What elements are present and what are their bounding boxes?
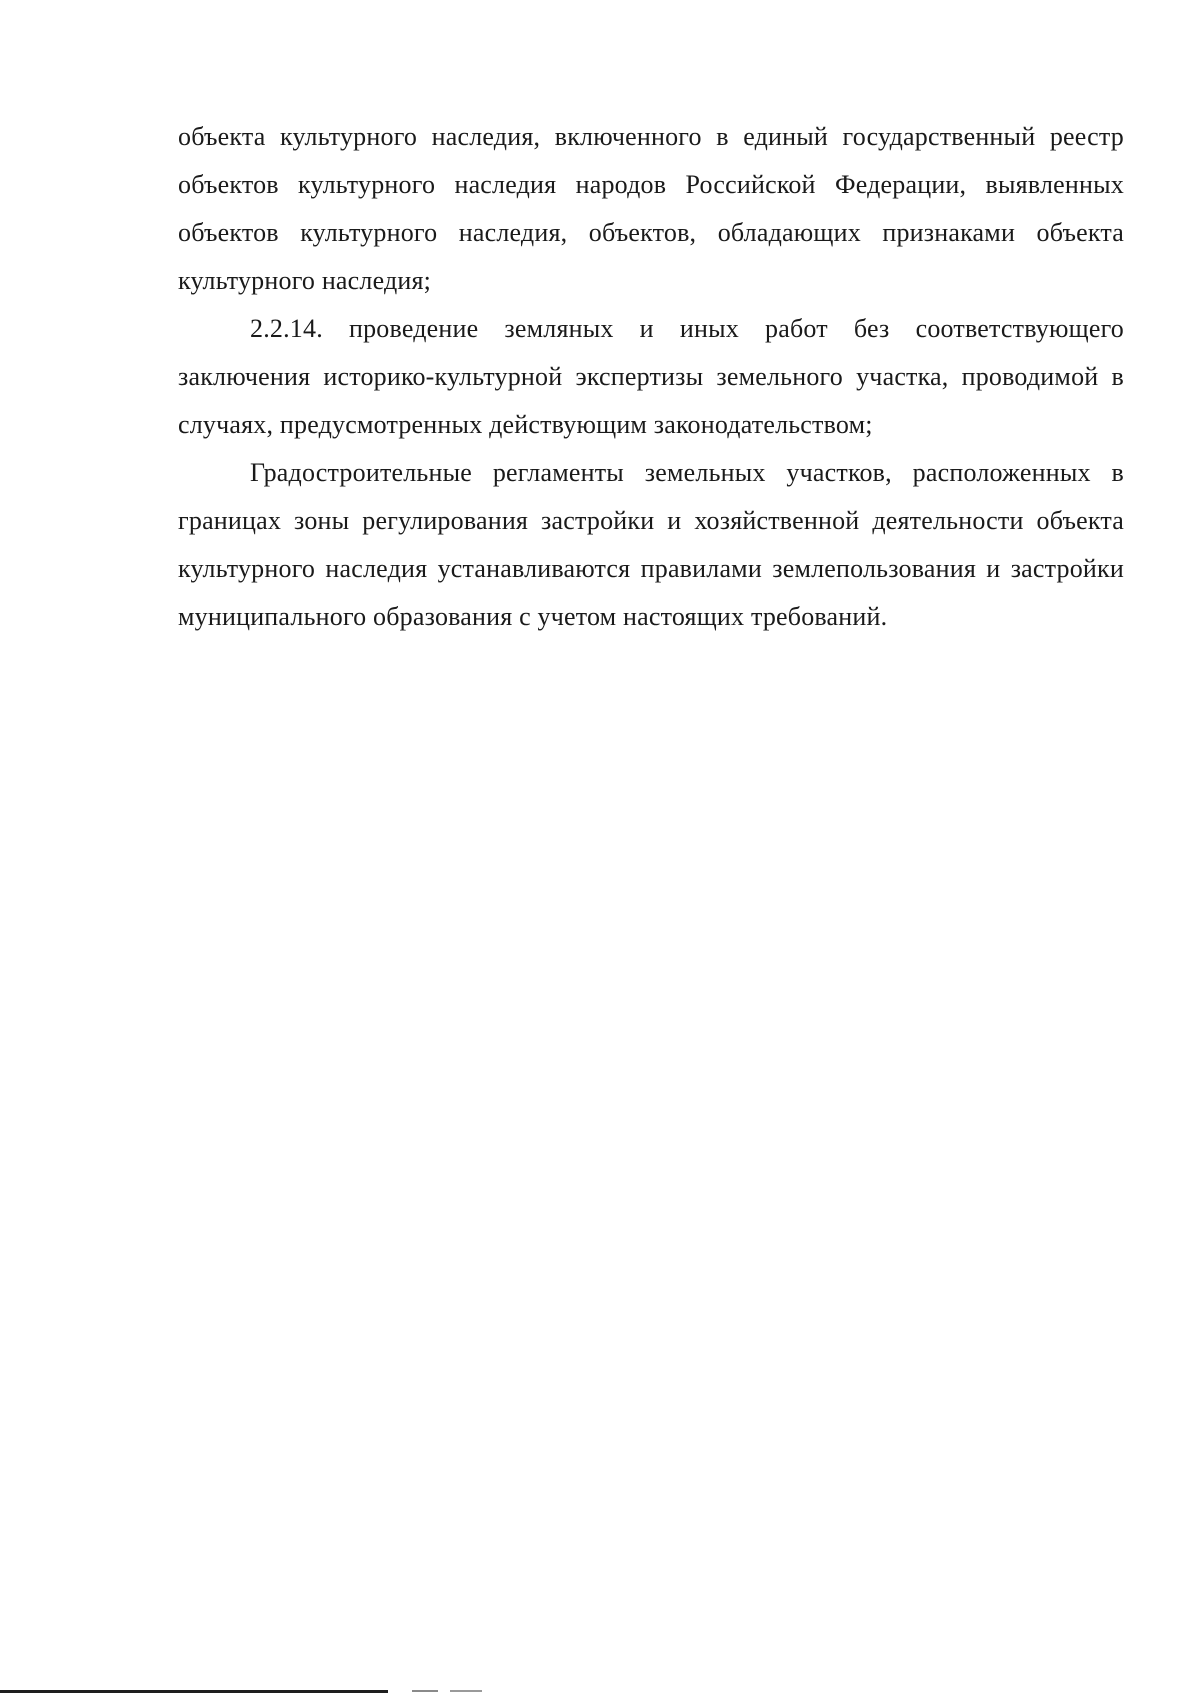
scan-edge-line — [0, 1690, 388, 1693]
paragraph-regulations: Градостроительные регламенты земельных участков, расположенных в границах зоны регулирования застройки и хозяйственной деятельности объекта культурного наследия устанавливаются правилами землепользования и застройки муниципального образования с учетом настоящих требований. — [178, 458, 1124, 631]
scan-edge-mark — [412, 1690, 438, 1692]
scan-edge-mark — [450, 1690, 482, 1692]
document-body — [178, 113, 1124, 641]
paragraph-item-2-2-14: 2.2.14. проведение земляных и иных работ без соответствующего заключения историко-культурной экспертизы земельного участка, проводимой в случаях, предусмотренных действующим законодательством; — [178, 314, 1124, 439]
paragraph-continuation: объекта культурного наследия, включенного в единый государственный реестр объектов культурного наследия народов Российской Федерации, выявленных объектов культурного наследия, объектов, обладающих признаками объекта культурного наследия; — [178, 122, 1124, 295]
